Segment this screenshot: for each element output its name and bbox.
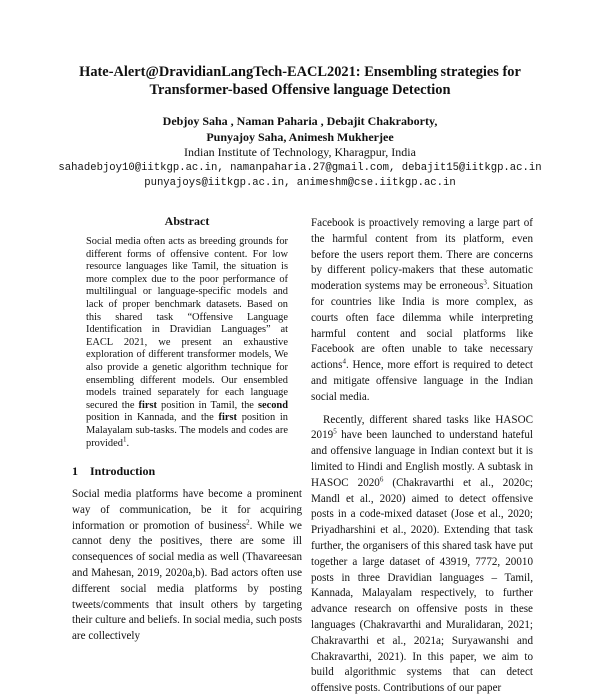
- intro-paragraph-1: [72, 487, 302, 645]
- authors-line-2: Punyajoy Saha, Animesh Mukherjee: [206, 129, 394, 144]
- right-p1-text-c: . Hence, more effort is required to detect and mitigate offensive language in the Indian social media.: [311, 359, 533, 403]
- authors-line-1: Debjoy Saha , Naman Paharia , Debajit Chakraborty,: [162, 114, 438, 128]
- emails-line-2: punyajoys@iitkgp.ac.in, animeshm@cse.iitkgp.ac.in: [144, 177, 456, 189]
- right-p2-text-b: have been launched to understand hateful and offensive language in Indian context but it is limited to Hindi and English mostly. A subtask in HASOC 2020: [311, 429, 533, 489]
- footnote-marker[interactable]: 6: [379, 475, 384, 484]
- right-p1-text-a: Facebook is proactively removing a large part of the harmful content from its platform, even before the users report them. There are concerns by different policy-makers that these automatic moderation systems may be erroneous: [311, 217, 533, 293]
- right-paragraph-1: [311, 216, 533, 406]
- section-title: Introduction: [90, 464, 156, 479]
- footnote-marker[interactable]: 4: [342, 357, 346, 366]
- intro-p1-text-a: Social media platforms have become a prominent way of communication, be it for acquiring information or promotion of business: [72, 488, 302, 532]
- abstract-bold-first-tamil: first: [138, 399, 157, 411]
- footnote-marker[interactable]: 2: [246, 518, 250, 526]
- abstract-text-tail: .: [126, 437, 130, 449]
- abstract-bold-second: second: [257, 399, 288, 411]
- section-heading-introduction: [72, 464, 302, 479]
- abstract-text-end: position in Malayalam sub-tasks. The models and codes are provided: [86, 412, 288, 449]
- footnote-marker[interactable]: 1: [122, 435, 127, 444]
- author-block: [50, 114, 550, 192]
- right-p1-text-b: . Situation for countries like India is more complex, as courts often face dilemma while interpreting harmful content and social platforms like Facebook are often unable to take necessary actions: [311, 280, 533, 372]
- footnote-marker[interactable]: 3: [483, 278, 487, 287]
- title-line-1: Hate-Alert@DravidianLangTech-EACL2021: Ensembling strategies for: [79, 64, 521, 80]
- right-paragraph-2: [311, 413, 533, 697]
- paper-title: [50, 63, 550, 99]
- section-number: 1: [72, 464, 78, 479]
- abstract-text-start: Social media often acts as breeding grounds for different forms of offensive content. For low resource languages like Tamil, the situation is more complex due to the poor performance of multilingual or language-specific models and lack of proper benchmark datasets. Based on this shared task “Offensive Language Identification in Dravidian Languages” at EACL 2021, we present an exhaustive exploration of different transformer models, We also provide a genetic algorithm technique for ensembling different models. Our ensembled models trained separately for each language secured the: [86, 236, 288, 411]
- abstract-text-mid1: position in Tamil, the: [156, 399, 258, 411]
- abstract-heading: Abstract: [164, 214, 210, 228]
- right-column: [311, 216, 533, 697]
- left-column: [72, 214, 302, 645]
- emails-line-1: sahadebjoy10@iitkgp.ac.in, namanpaharia.27@gmail.com, debajit15@iitkgp.ac.in: [58, 161, 542, 174]
- intro-p1-text-b: . While we cannot deny the positives, there are some ill consequences of social media as well (Thavareesan and Mahesan, 2019, 2020a,b). Bad actors often use different social media platforms by posting tweets/comments that insult others by targeting their culture and beliefs. In social media, such posts are collectively: [72, 519, 302, 643]
- title-line-2: Transformer-based Offensive language Detection: [149, 82, 451, 98]
- abstract-text-mid2: position in Kannada, and the: [86, 412, 219, 424]
- footnote-marker[interactable]: 5: [333, 427, 337, 436]
- affiliation: Indian Institute of Technology, Kharagpur, India: [184, 145, 416, 159]
- right-p2-text-c: (Chakravarthi et al., 2020c; Mandl et al., 2020) aimed to detect offensive posts in a code-mixed dataset (Jose et al., 2020; Priyadharshini et al., 2020). Extending that task further, the organisers of this shared task have put together a large dataset of 43919, 7772, 20010 posts in three Dravidian languages – Tamil, Kannada, Malayalam respectively, to further advance research on offensive posts in these languages (Chakravarthi and Muralidaran, 2021; Chakravarthi et al., 2021a; Suryawanshi and Chakravarthi, 2021). In this paper, we aim to build algorithmic systems that can detect offensive posts. Contributions of our paper: [311, 476, 533, 695]
- abstract-bold-first-malayalam: first: [218, 412, 237, 424]
- abstract-text: [86, 236, 288, 450]
- right-p2-text-a: Recently, different shared tasks like HASOC 2019: [311, 413, 533, 442]
